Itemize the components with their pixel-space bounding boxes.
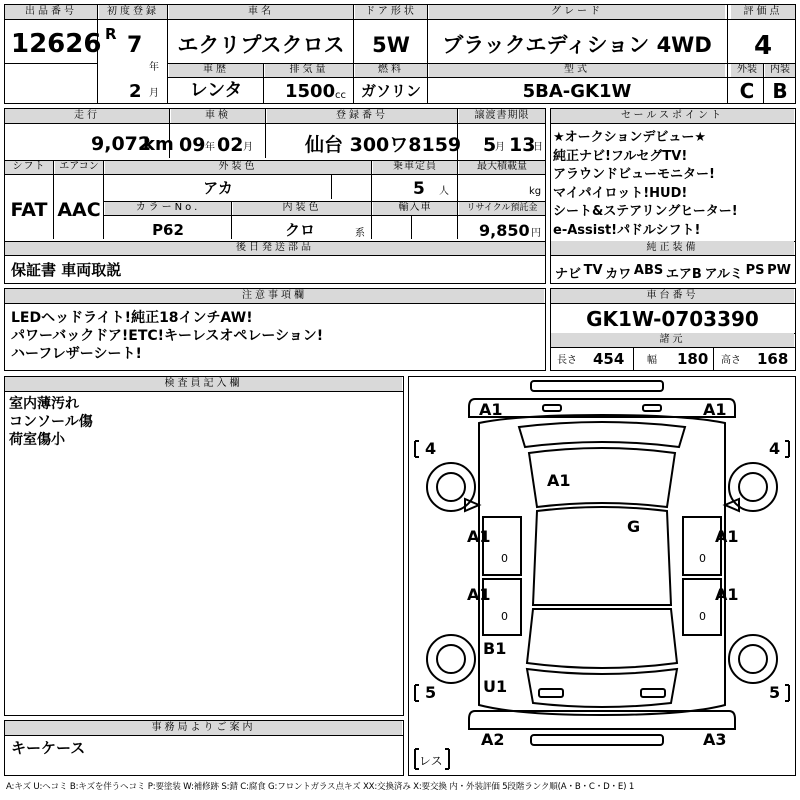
front-door-left-mark: A1 [467, 527, 491, 546]
spare-tire-mark: レス [419, 754, 443, 768]
notes-text: LEDヘッドライト!純正18インチAW! パワーバックドア!ETC!キーレスオペレーション! ハーフレザーシート! [11, 310, 324, 362]
std-equipment-list [555, 263, 791, 282]
reg-month-unit: 月 [149, 88, 159, 99]
later-parts-header: 後日発送部品 [5, 241, 545, 255]
displacement-unit: cc [335, 90, 346, 101]
exterior-header: 外装 [731, 63, 763, 77]
inspection-month: 02 [217, 134, 244, 156]
later-parts: 保証書 車両取説 [11, 261, 122, 279]
shift-header: シフト [5, 160, 53, 174]
office-block [4, 720, 404, 776]
color-no: P62 [152, 221, 184, 239]
inspection-month-unit: 月 [243, 142, 253, 153]
recycle-header: リサイクル預託金 [459, 201, 545, 215]
std-equipment-item: ナビ [555, 267, 582, 282]
door-type: 5W [372, 33, 410, 57]
max-load-header: 最大積載量 [459, 160, 545, 174]
aircon-value: AAC [57, 199, 101, 221]
displacement: 1500 [285, 81, 336, 102]
car-name-header: 車名 [169, 5, 353, 19]
damage-diagram [408, 376, 796, 776]
inspector-block [4, 376, 404, 716]
selling-points-block [550, 108, 796, 284]
reg-month: 2 [129, 81, 142, 102]
import-header: 輸入車 [373, 201, 457, 215]
width-value: 180 [677, 350, 709, 368]
transfer-header: 譲渡書期限 [459, 109, 545, 123]
chassis-block [550, 288, 796, 371]
selling-points-text: ★オークションデビュー★ 純正ナビ!フルセグTV! アラウンドビューモニター! マイパイロット!HUD! シート&ステアリングヒーター! e-Assist!パドルシフト! [553, 130, 738, 238]
ext-color-header: 外装色 [105, 160, 371, 174]
capacity-header: 乗車定員 [373, 160, 457, 174]
interior-header: 内装 [765, 63, 795, 77]
score: 4 [753, 31, 773, 61]
side-lower-left-mark: U1 [483, 677, 508, 696]
exterior-grade: C [739, 79, 755, 103]
inspector-header: 検査員記入欄 [5, 377, 402, 391]
office-notes: キーケース [11, 739, 86, 757]
std-equipment-item: TV [583, 263, 603, 278]
std-equipment-item: カワ [605, 267, 632, 282]
aircon-header: エアコン [55, 160, 103, 174]
bumper-rear-left-mark: A2 [481, 730, 505, 749]
model-code: 5BA-GK1W [522, 81, 632, 102]
score-header: 評価点 [731, 5, 795, 19]
rear-door-left-mark: A1 [467, 585, 491, 604]
selling-points-header: セールスポイント [551, 109, 794, 123]
first-reg-header: 初度登録 [99, 5, 167, 19]
tire-front-right-mark: 4 [769, 439, 781, 458]
tire-rear-right-mark: 5 [769, 683, 781, 702]
std-equipment-item: ABS [633, 263, 664, 278]
legend: A:キズ U:ヘコミ B:キズを伴うヘコミ P:要塗装 W:補修跡 S:錆 C:腐食 G:フロントガラス点キズ XX:交換済み X:要交換 内・外装評価 5段階ランク順(A・B・C・D・E) 1 [6, 782, 635, 792]
transfer-day-unit: 日 [533, 142, 543, 153]
inspector-notes: 室内薄汚れ コンソール傷 荷室傷小 [9, 396, 93, 448]
color-no-header: カラーNo. [105, 201, 231, 215]
inspection-year-unit: 年 [205, 142, 215, 153]
bonnet-mark: A1 [547, 471, 571, 490]
door-mark-2: 0 [699, 552, 706, 565]
max-load-unit: kg [529, 186, 542, 197]
dimensions-header: 諸元 [551, 333, 794, 347]
ext-color: アカ [203, 179, 233, 197]
transfer-month: 5 [483, 134, 497, 156]
door-header: ドア形状 [355, 5, 427, 19]
details-block [4, 108, 546, 284]
door-mark-1: 0 [501, 552, 508, 565]
int-color-header: 内装色 [233, 201, 371, 215]
bumper-front-left-mark: A1 [479, 400, 503, 419]
grade-header: グレード [429, 5, 725, 19]
lot-number: 12626 [11, 29, 102, 59]
int-color-unit: 系 [355, 228, 365, 239]
reg-year-unit: 年 [149, 62, 159, 73]
std-equipment-item: アルミ [704, 267, 743, 282]
reg-year: 7 [127, 33, 143, 58]
recycle: 9,850 [479, 221, 530, 240]
transfer-month-unit: 月 [495, 142, 505, 153]
tire-rear-left-mark: 5 [425, 683, 437, 702]
door-mark-4: 0 [699, 610, 706, 623]
office-header: 事務局よりご案内 [5, 721, 402, 735]
quarter-left-mark: B1 [483, 639, 507, 658]
plate-number: 仙台 300ワ8159 [305, 134, 462, 156]
mileage: 9,072 [91, 133, 152, 155]
inspection-year: 09 [179, 134, 206, 156]
history-header: 車歴 [169, 63, 263, 77]
rear-door-right-mark: A1 [715, 585, 739, 604]
tire-front-left-mark: 4 [425, 439, 437, 458]
bumper-rear-right-mark: A3 [703, 730, 727, 749]
grade: ブラックエディション 4WD [442, 33, 712, 57]
roof-mark: G [627, 517, 641, 536]
model-code-header: 型式 [429, 63, 725, 77]
history: レンタ [189, 80, 243, 101]
chassis-header: 車台番号 [551, 289, 794, 303]
std-equipment-header: 純正装備 [551, 241, 794, 255]
length-value: 454 [593, 350, 625, 368]
shift-value: FAT [10, 199, 48, 221]
transfer-day: 13 [509, 134, 536, 156]
height-label: 高さ [721, 355, 741, 366]
front-door-right-mark: A1 [715, 527, 739, 546]
recycle-unit: 円 [531, 228, 541, 239]
door-mark-3: 0 [501, 610, 508, 623]
std-equipment-item: エアB [665, 267, 702, 282]
interior-grade: B [772, 79, 788, 103]
int-color: クロ [285, 221, 316, 239]
reg-era: R [105, 25, 117, 43]
bumper-front-right-mark: A1 [703, 400, 727, 419]
std-equipment-item: PW [767, 263, 791, 278]
width-label: 幅 [647, 355, 657, 366]
car-name: エクリプスクロス [177, 33, 345, 57]
mileage-unit: km [143, 134, 174, 155]
displacement-header: 排気量 [265, 63, 353, 77]
chassis-number: GK1W-0703390 [586, 307, 759, 331]
notes-header: 注意事項欄 [5, 289, 544, 303]
car-outline [409, 377, 795, 775]
notes-block [4, 288, 546, 371]
mileage-header: 走行 [5, 109, 169, 123]
lot-no-header: 出品番号 [5, 5, 97, 19]
fuel: ガソリン [360, 82, 421, 100]
header-block [4, 4, 796, 104]
plate-header: 登録番号 [267, 109, 457, 123]
capacity-unit: 人 [439, 186, 449, 197]
length-label: 長さ [557, 355, 577, 366]
std-equipment-item: PS [745, 263, 765, 278]
height-value: 168 [757, 350, 789, 368]
fuel-header: 燃料 [355, 63, 427, 77]
capacity: 5 [413, 179, 425, 199]
inspection-header: 車検 [171, 109, 265, 123]
